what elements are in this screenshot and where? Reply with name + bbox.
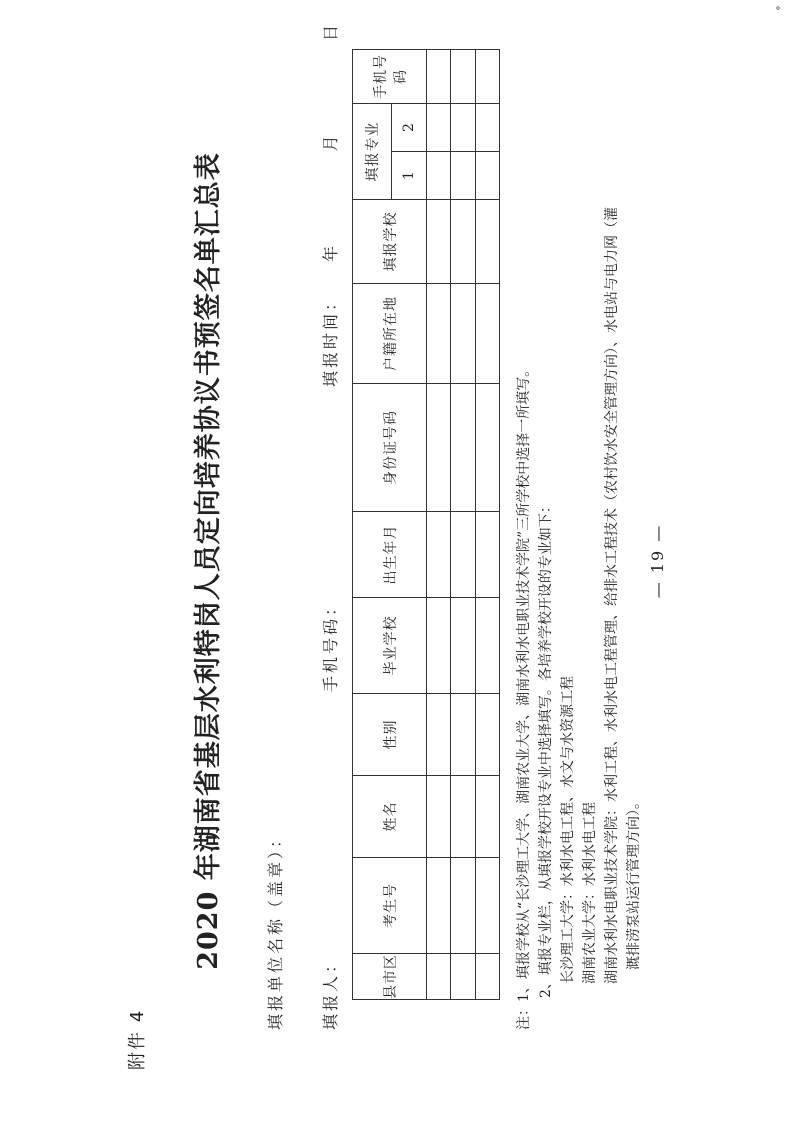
- date-month: 月: [321, 132, 340, 152]
- table-row: [451, 50, 475, 1000]
- major-choice-2: 2: [392, 104, 427, 152]
- note-2: 2、填报专业栏，从填报学校开设专业中选择填写。各培养学校开设的专业如下：: [538, 499, 554, 998]
- note-2-school-3-cont: 溉排涝泵站运行管理方向）。: [626, 795, 642, 970]
- col-header-id-number: 身份证号码: [353, 384, 427, 512]
- roster-table: [352, 49, 500, 1000]
- col-header-chosen-major: 填报专业: [353, 104, 392, 200]
- table-row: [475, 50, 499, 1000]
- date-parts: [318, 22, 341, 262]
- col-header-chosen-school: 填报学校: [353, 200, 427, 284]
- page-number: — 19 —: [648, 523, 667, 599]
- fill-time-label: 填报时间：: [321, 291, 340, 387]
- col-header-county: 县市区: [353, 954, 427, 1000]
- note-2-school-2: 湖南农业大学：水利水电工程: [582, 802, 598, 984]
- col-header-birth-date: 出生年月: [353, 512, 427, 598]
- note-2-school-3: 湖南水利水电职业技术学院：水利工程、水利水电工程管理、给排水工程技术（农村饮水安全管理方向）、水电站与电力网（灌: [604, 207, 620, 984]
- note-1: 注：1、填报学校从“长沙理工大学、湖南农业大学、湖南水利水电职业技术学院”三所学校中选择一所填写。: [516, 362, 532, 1030]
- unit-name-label: 填报单位名称（盖章）：: [266, 828, 285, 1030]
- col-header-name: 姓名: [353, 776, 427, 858]
- col-header-graduated-school: 毕业学校: [353, 598, 427, 694]
- note-2-school-1: 长沙理工大学：水利水电工程、水文与水资源工程: [560, 676, 576, 984]
- phone-label: 手机号码：: [321, 596, 340, 692]
- date-day: 日: [321, 22, 340, 42]
- table-row: [427, 50, 451, 1000]
- corner-mark: ˚: [775, 6, 781, 20]
- col-header-household-location: 户籍所在地: [353, 284, 427, 384]
- col-header-phone: 手机号码: [353, 50, 427, 104]
- col-header-gender: 性别: [353, 694, 427, 776]
- notes-section: [513, 20, 645, 1030]
- major-choice-1: 1: [392, 152, 427, 200]
- attachment-label: 附件 4: [127, 1008, 148, 1070]
- document-title: 2020 年湖南省基层水利特岗人员定向培养协议书预签名单汇总表: [193, 152, 224, 970]
- date-year: 年: [321, 242, 340, 262]
- reporter-label: 填报人：: [321, 953, 340, 1030]
- col-header-exam-number: 考生号: [353, 858, 427, 954]
